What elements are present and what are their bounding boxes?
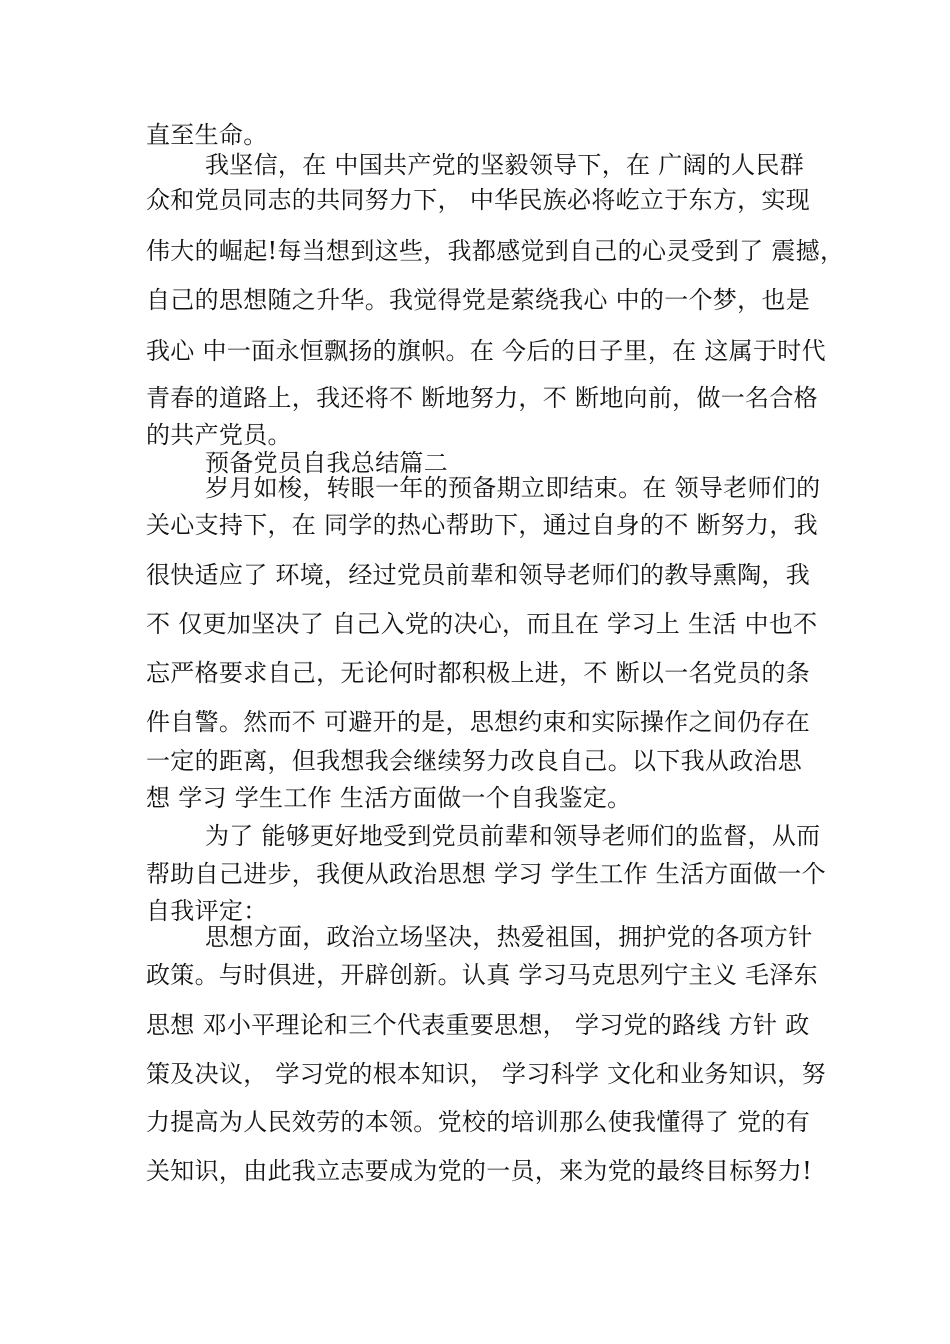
text-line: 思想 邓小平理论和三个代表重要思想， 学习党的路线 方针 政 <box>146 1011 810 1039</box>
text-line: 我坚信，在 中国共产党的坚毅领导下，在 广阔的人民群 <box>205 151 805 179</box>
text-line: 青春的道路上，我还将不 断地努力，不 断地向前，做一名合格 <box>146 384 818 412</box>
text-line: 为了 能够更好地受到党员前辈和领导老师们的监督，从而 <box>205 822 821 850</box>
text-line: 不 仅更加坚决了 自己入党的决心，而且在 学习上 生活 中也不 <box>146 610 818 638</box>
section-heading: 预备党员自我总结篇二 <box>205 449 448 477</box>
text-line: 岁月如梭，转眼一年的预备期立即结束。在 领导老师们的 <box>205 474 821 502</box>
text-line: 帮助自己进步，我便从政治思想 学习 学生工作 生活方面做一个 <box>146 860 826 888</box>
text-line: 的共产党员。 <box>146 421 292 449</box>
text-line: 自我评定： <box>146 897 268 925</box>
text-line: 想 学习 学生工作 生活方面做一个自我鉴定。 <box>146 784 632 812</box>
text-line: 关心支持下，在 同学的热心帮助下，通过自身的不 断努力，我 <box>146 511 818 539</box>
text-line: 忘严格要求自己，无论何时都积极上进，不 断以一名党员的条 <box>146 659 811 687</box>
text-line: 众和党员同志的共同努力下， 中华民族必将屹立于东方，实现 <box>146 186 811 214</box>
text-line: 直至生命。 <box>146 121 268 149</box>
text-line: 我心 中一面永恒飘扬的旗帜。在 今后的日子里，在 这属于时代 <box>146 337 826 365</box>
text-line: 一定的距离，但我想我会继续努力改良自己。以下我从政治思 <box>146 747 803 775</box>
text-line: 伟大的崛起!每当想到这些，我都感觉到自己的心灵受到了 震撼， <box>146 237 845 265</box>
text-line: 策及决议， 学习党的根本知识， 学习科学 文化和业务知识，努 <box>146 1060 826 1088</box>
text-line: 件自警。然而不 可避开的是，思想约束和实际操作之间仍存在 <box>146 708 811 736</box>
text-line: 很快适应了 环境，经过党员前辈和领导老师们的教导熏陶，我 <box>146 561 811 589</box>
text-line: 自己的思想随之升华。我觉得党是萦绕我心 中的一个梦，也是 <box>146 286 811 314</box>
text-line: 关知识，由此我立志要成为党的一员，来为党的最终目标努力! <box>146 1157 813 1185</box>
text-line: 力提高为人民效劳的本领。党校的培训那么使我懂得了 党的有 <box>146 1108 811 1136</box>
text-line: 政策。与时俱进，开辟创新。认真 学习马克思列宁主义 毛泽东 <box>146 961 818 989</box>
text-line: 思想方面，政治立场坚决，热爱祖国，拥护党的各项方针 <box>205 923 813 951</box>
